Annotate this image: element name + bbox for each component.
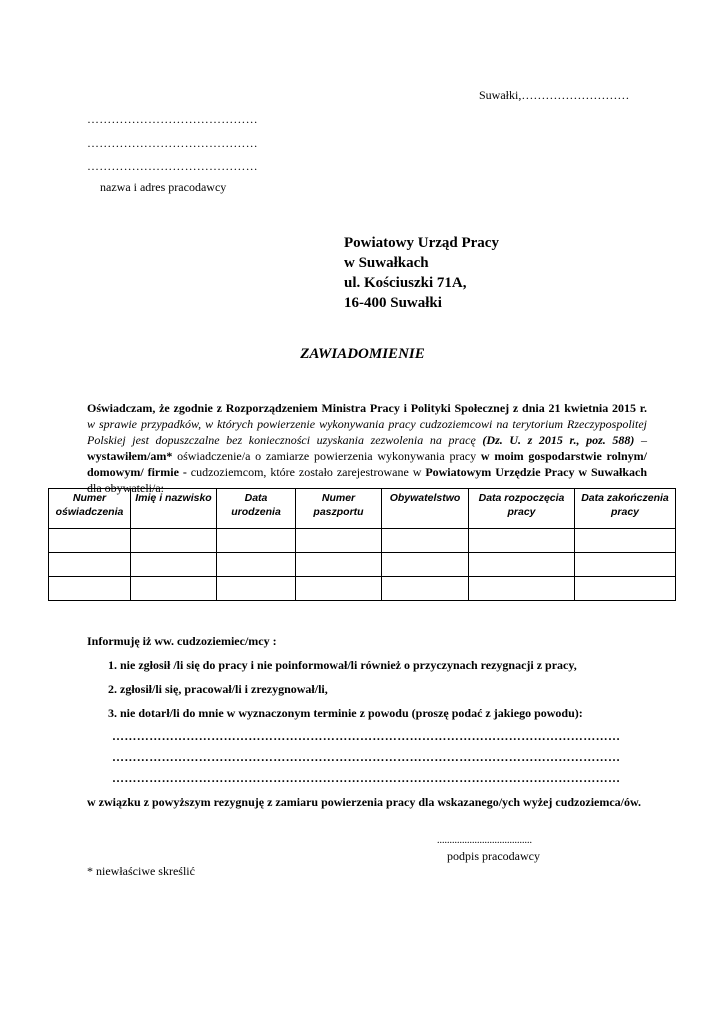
table-row [49, 529, 676, 553]
recipient-address [344, 233, 499, 313]
employer-line-3: …………………………………… [87, 159, 258, 173]
table-cell[interactable] [131, 529, 217, 553]
intro-issued-text: wystawiłem/am* [87, 449, 173, 463]
intro-statement-text: oświadczenie/a o zamiarze powierzenia wykonywania pracy [172, 449, 481, 463]
table-cell[interactable] [296, 529, 382, 553]
employer-caption: nazwa i adres pracodawcy [100, 180, 227, 194]
table-cell[interactable] [575, 553, 676, 577]
employer-line-1: …………………………………… [87, 112, 258, 126]
intro-legal-reference: (Dz. U. z 2015 r., poz. 588) [482, 433, 635, 447]
document-title: ZAWIADOMIENIE [300, 346, 425, 362]
reason-line-2[interactable]: …………………………………………………………………………………………………………… [112, 750, 621, 764]
table-cell[interactable] [49, 577, 131, 601]
header-birth-date: Data urodzenia [217, 489, 296, 529]
table-cell[interactable] [469, 577, 575, 601]
intro-registered-text: cudzoziemcom, które zostało zarejestrowane w [186, 465, 426, 479]
table-row [49, 577, 676, 601]
intro-line-4 [87, 448, 647, 464]
foreigners-table [48, 488, 676, 601]
option-reported-and-resigned: 2. zgłosił/li się, pracował/li i zrezygnował/li, [108, 682, 328, 696]
recipient-line-4: 16-400 Suwałki [344, 295, 442, 311]
signature-line[interactable]: ...................................... [437, 835, 532, 846]
table-cell[interactable] [131, 553, 217, 577]
option-did-not-report: 1. nie zgłosił /li się do pracy i nie poinformował/li również o przyczynach rezygnacji z pracy, [108, 658, 577, 672]
table-cell[interactable] [296, 553, 382, 577]
place-date-field: Suwałki,……………………… [479, 88, 630, 102]
header-passport-number: Numer paszportu [296, 489, 382, 529]
signature-label: podpis pracodawcy [447, 849, 540, 863]
header-statement-number: Numer oświadczenia [49, 489, 131, 529]
table-cell[interactable] [217, 529, 296, 553]
table-cell[interactable] [49, 529, 131, 553]
intro-dash: – [634, 433, 648, 447]
table-cell[interactable] [382, 577, 469, 601]
header-work-end: Data zakończenia pracy [575, 489, 676, 529]
table-cell[interactable] [131, 577, 217, 601]
intro-line-2: w sprawie przypadków, w których powierzenie wykonywania pracy cudzoziemcowi na terytorium Rzeczypospolitej [87, 417, 647, 431]
intro-line-5 [87, 464, 647, 480]
header-name: Imię i nazwisko [131, 489, 217, 529]
intro-line-3 [87, 432, 647, 448]
table-cell[interactable] [382, 553, 469, 577]
table-cell[interactable] [382, 529, 469, 553]
table-cell[interactable] [575, 529, 676, 553]
table-cell[interactable] [217, 577, 296, 601]
recipient-line-2: w Suwałkach [344, 255, 429, 271]
intro-line-1: Oświadczam, że zgodnie z Rozporządzeniem Ministra Pracy i Polityki Społecznej z dnia 21 kwietnia 2015 r. [87, 401, 647, 415]
table-cell[interactable] [469, 553, 575, 577]
table-header-row [49, 489, 676, 529]
header-work-start: Data rozpoczęcia pracy [469, 489, 575, 529]
footnote: * niewłaściwe skreślić [87, 864, 195, 878]
reason-line-1[interactable]: …………………………………………………………………………………………………………… [112, 729, 621, 743]
table-cell[interactable] [469, 529, 575, 553]
employer-line-2: …………………………………… [87, 136, 258, 150]
table-row [49, 553, 676, 577]
intro-line-6: dla obywateli/a: [87, 481, 164, 495]
table-cell[interactable] [49, 553, 131, 577]
conclusion-statement: w związku z powyższym rezygnuję z zamiaru powierzenia pracy dla wskazanego/ych wyżej cudzoziemca/ów. [87, 795, 642, 809]
intro-regulation-text: Polskiej jest dopuszczalne bez konieczności uzyskania zezwolenia na pracę [87, 433, 476, 447]
table-cell[interactable] [217, 553, 296, 577]
table-cell[interactable] [296, 577, 382, 601]
reason-line-3[interactable]: …………………………………………………………………………………………………………… [112, 771, 621, 785]
table-cell[interactable] [575, 577, 676, 601]
inform-heading: Informuję iż ww. cudzoziemiec/mcy : [87, 634, 277, 648]
intro-office-text: Powiatowym Urzędzie Pracy w Suwałkach [425, 465, 647, 479]
option-did-not-arrive: 3. nie dotarł/li do mnie w wyznaczonym terminie z powodu (proszę podać z jakiego powodu): [108, 706, 583, 720]
foreigners-table-wrapper [48, 488, 675, 601]
intro-household-text: domowym/ firmie - [87, 465, 187, 479]
intro-paragraph [87, 400, 647, 496]
recipient-line-1: Powiatowy Urząd Pracy [344, 235, 499, 251]
intro-farm-text: w moim gospodarstwie rolnym/ [480, 449, 647, 463]
recipient-line-3: ul. Kościuszki 71A, [344, 275, 467, 291]
header-citizenship: Obywatelstwo [382, 489, 469, 529]
